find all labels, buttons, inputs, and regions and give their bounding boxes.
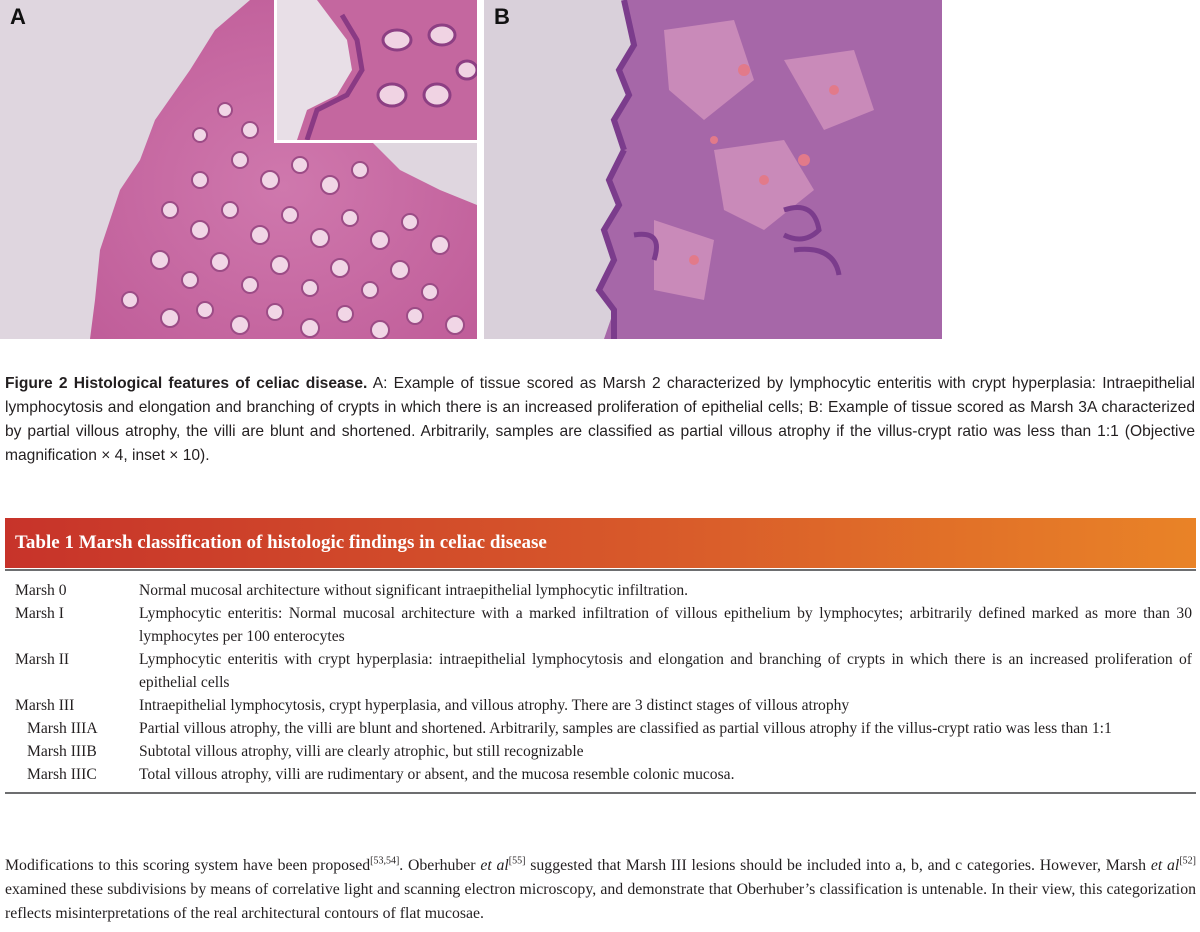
- row-label: Marsh II: [15, 651, 70, 668]
- row-label: Marsh III: [15, 697, 75, 714]
- paragraph-text: Modifications to this scoring system have been proposed: [5, 857, 371, 874]
- histology-inset-image: [277, 0, 477, 140]
- citation[interactable]: [52]: [1179, 855, 1196, 867]
- row-label: Marsh 0: [15, 582, 67, 599]
- et-al: et al: [480, 857, 509, 874]
- row-text: Lymphocytic enteritis: Normal mucosal architecture with a marked infiltration of villous epithelium by lymphocytes; arbitrarily defined marked as more than 30 lymphocytes per 100 enterocytes: [139, 605, 1192, 645]
- table-row: [5, 579, 1196, 602]
- histology-image-b: [484, 0, 942, 339]
- table-row: [5, 648, 1196, 694]
- table-row: [5, 763, 1196, 786]
- citation[interactable]: [53,54]: [370, 855, 400, 867]
- table-row: [5, 694, 1196, 717]
- table-row: [5, 740, 1196, 763]
- row-label: Marsh IIIC: [27, 766, 97, 783]
- table-title: Table 1 Marsh classification of histologic findings in celiac disease: [5, 518, 1196, 568]
- marsh-table: [5, 569, 1196, 794]
- row-label: Marsh IIIB: [27, 743, 97, 760]
- paragraph-text: . Oberhuber: [399, 857, 481, 874]
- figure-caption: [5, 372, 1195, 468]
- row-text: Intraepithelial lymphocytosis, crypt hyperplasia, and villous atrophy. There are 3 distinct stages of villous atrophy: [139, 697, 850, 714]
- histology-inset: [274, 0, 477, 143]
- table-row: [5, 717, 1196, 740]
- panel-b-label: B: [494, 4, 510, 29]
- row-label: Marsh I: [15, 605, 64, 622]
- caption-title: Figure 2 Histological features of celiac disease.: [5, 375, 368, 392]
- paragraph-text: suggested that Marsh III lesions should be included into a, b, and c categories. However, Marsh: [525, 857, 1151, 874]
- body-paragraph: [5, 854, 1196, 926]
- paragraph-text: examined these subdivisions by means of correlative light and scanning electron microscopy, and demonstrate that Oberhuber’s classification is untenable. In their view, this categorization reflects misinterpretations of the real architectural contours of flat mucosae.: [5, 881, 1196, 922]
- row-text: Total villous atrophy, villi are rudimentary or absent, and the mucosa resemble colonic mucosa.: [139, 766, 735, 783]
- histology-panel-a: [0, 0, 477, 339]
- row-text: Normal mucosal architecture without significant intraepithelial lymphocytic infiltration.: [139, 582, 689, 599]
- et-al: et al: [1150, 857, 1180, 874]
- row-text: Partial villous atrophy, the villi are blunt and shortened. Arbitrarily, samples are classified as partial villous atrophy if the villus-crypt ratio was less than 1:1: [139, 720, 1112, 737]
- table-row: [5, 602, 1196, 648]
- histology-panel-b: [484, 0, 942, 339]
- row-label: Marsh IIIA: [27, 720, 98, 737]
- panel-a-label: A: [10, 4, 26, 29]
- row-text: Lymphocytic enteritis with crypt hyperplasia: intraepithelial lymphocytosis and elongation and branching of crypts in which there is an increased proliferation of epithelial cells: [139, 651, 1192, 691]
- citation[interactable]: [55]: [508, 855, 526, 867]
- row-text: Subtotal villous atrophy, villi are clearly atrophic, but still recognizable: [139, 743, 584, 760]
- caption-text: A: Example of tissue scored as Marsh 2 characterized by lymphocytic enteritis with crypt hyperplasia: Intraepithelial lymphocytosis and elongation and branching of crypts in which there is an increased proliferation of epithelial cells; B: Example of tissue scored as Marsh 3A characterized by partial villous atrophy, the villi are blunt and shortened. Arbitrarily, samples are classified as partial villous atrophy if the villus-crypt ratio was less than 1:1 (Objective magnification × 4, inset × 10).: [5, 375, 1195, 464]
